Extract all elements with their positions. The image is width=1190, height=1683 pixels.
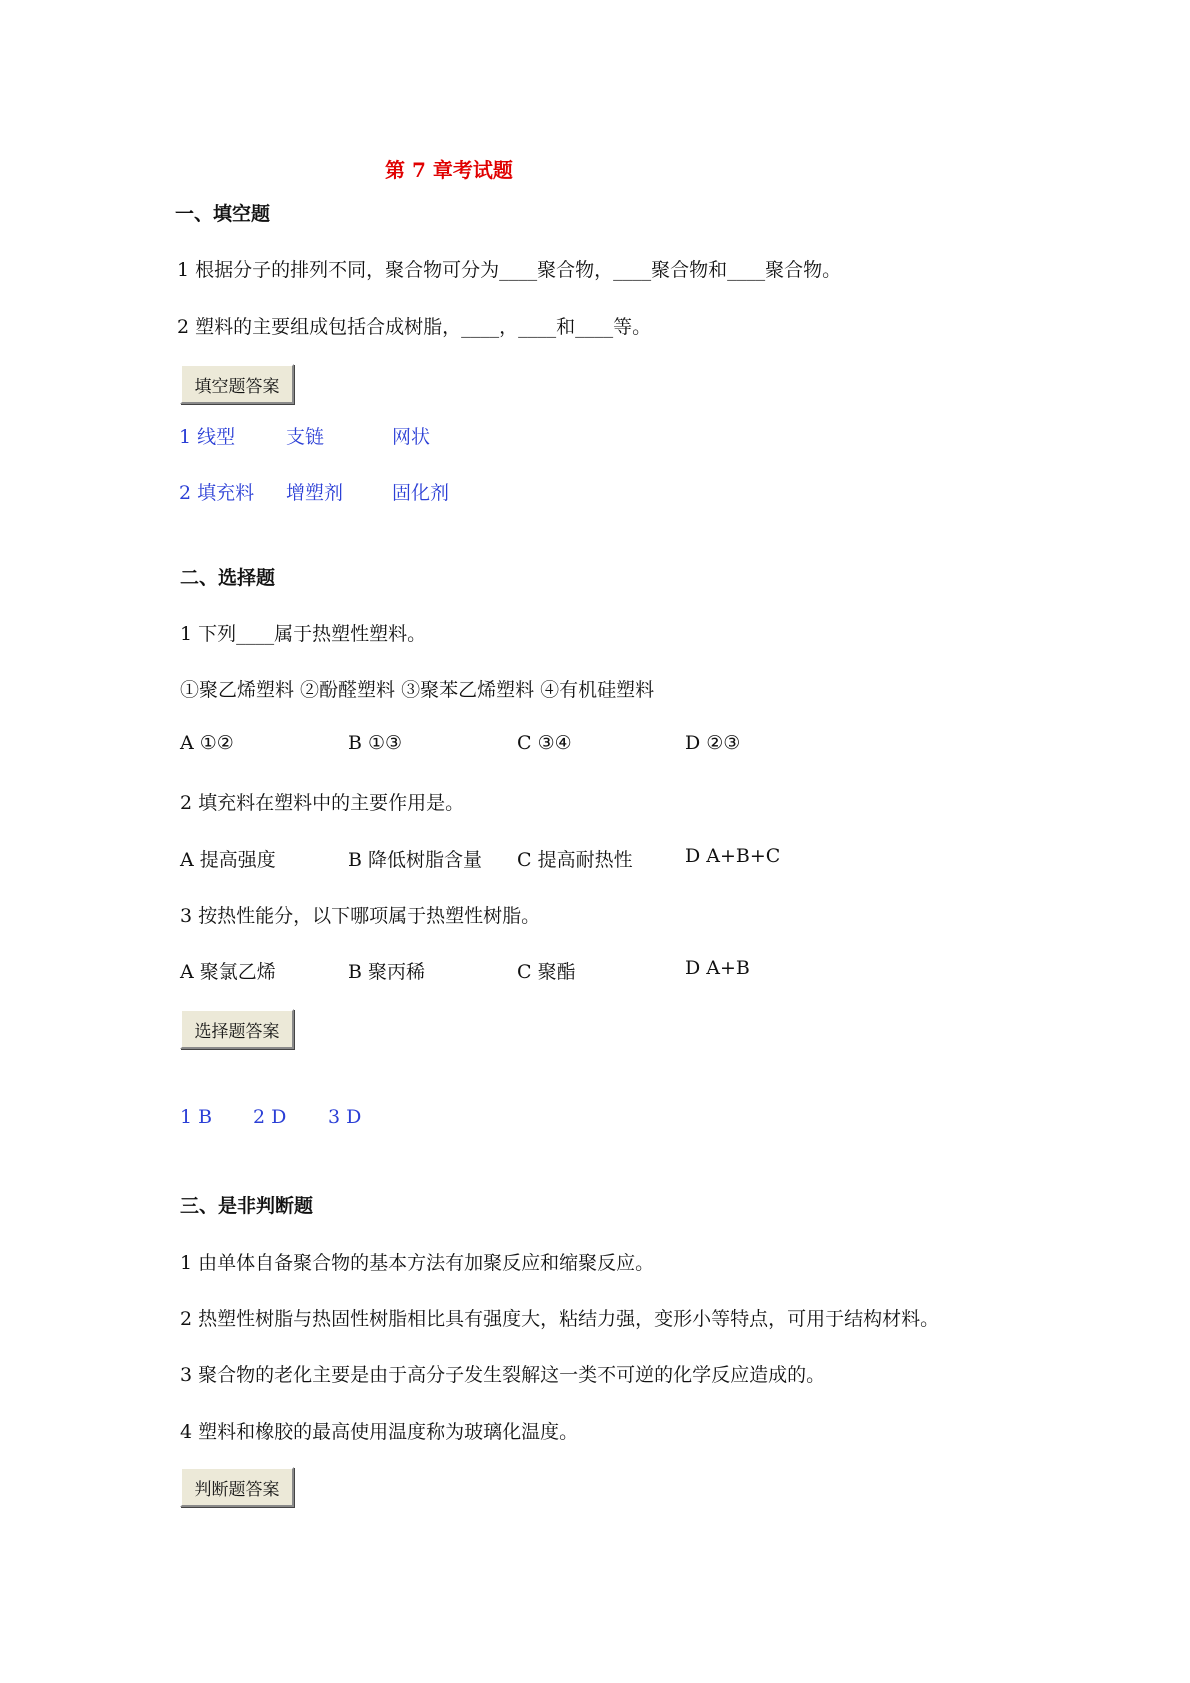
choice-answer-button[interactable]: 选择题答案 [180,1009,294,1049]
choice-answer: 3 D [328,1106,362,1128]
fill-answer: 增塑剂 [286,482,344,504]
judge-question-3: 3 聚合物的老化主要是由于高分子发生裂解这一类不可逆的化学反应造成的。 [180,1364,826,1386]
option-d: D A+B+C [685,845,781,867]
section-heading-judge: 三、是非判断题 [180,1195,314,1217]
choice-question-1: 1 下列____属于热塑性塑料。 [180,623,427,645]
option-c: C 提高耐热性 [517,849,633,871]
option-d: D A+B [685,957,750,979]
option-a: A ①② [180,732,234,754]
judge-answer-button[interactable]: 判断题答案 [180,1467,294,1507]
option-a: A 提高强度 [180,849,276,871]
option-d: D ②③ [685,732,741,754]
option-b: B ①③ [348,732,403,754]
choice-question-2: 2 填充料在塑料中的主要作用是。 [180,792,465,814]
choice-question-1-items: ①聚乙烯塑料 ②酚醛塑料 ③聚苯乙烯塑料 ④有机硅塑料 [180,679,655,701]
choice-answer: 2 D [253,1106,287,1128]
option-b: B 聚丙稀 [348,961,426,983]
fill-answer: 2 填充料 [179,482,255,504]
option-b: B 降低树脂含量 [348,849,483,871]
option-a: A 聚氯乙烯 [180,961,276,983]
fill-answer-button[interactable]: 填空题答案 [180,364,294,404]
section-heading-fill: 一、填空题 [175,203,271,225]
fill-answer: 固化剂 [392,482,450,504]
choice-answer: 1 B [180,1106,213,1128]
fill-answer: 支链 [286,426,325,448]
fill-answer: 网状 [392,426,431,448]
choice-question-3: 3 按热性能分，以下哪项属于热塑性树脂。 [180,905,541,927]
fill-answer: 1 线型 [179,426,236,448]
fill-question-2: 2 塑料的主要组成包括合成树脂，____，____和____等。 [177,316,652,338]
judge-question-4: 4 塑料和橡胶的最高使用温度称为玻璃化温度。 [180,1421,579,1443]
fill-question-1: 1 根据分子的排列不同，聚合物可分为____聚合物，____聚合物和____聚合物。 [177,259,842,281]
judge-question-1: 1 由单体自备聚合物的基本方法有加聚反应和缩聚反应。 [180,1252,655,1274]
section-heading-choice: 二、选择题 [180,567,276,589]
option-c: C 聚酯 [517,961,576,983]
judge-question-2: 2 热塑性树脂与热固性树脂相比具有强度大，粘结力强，变形小等特点，可用于结构材料。 [180,1308,940,1330]
page-title: 第 7 章考试题 [385,158,513,182]
option-c: C ③④ [517,732,572,754]
